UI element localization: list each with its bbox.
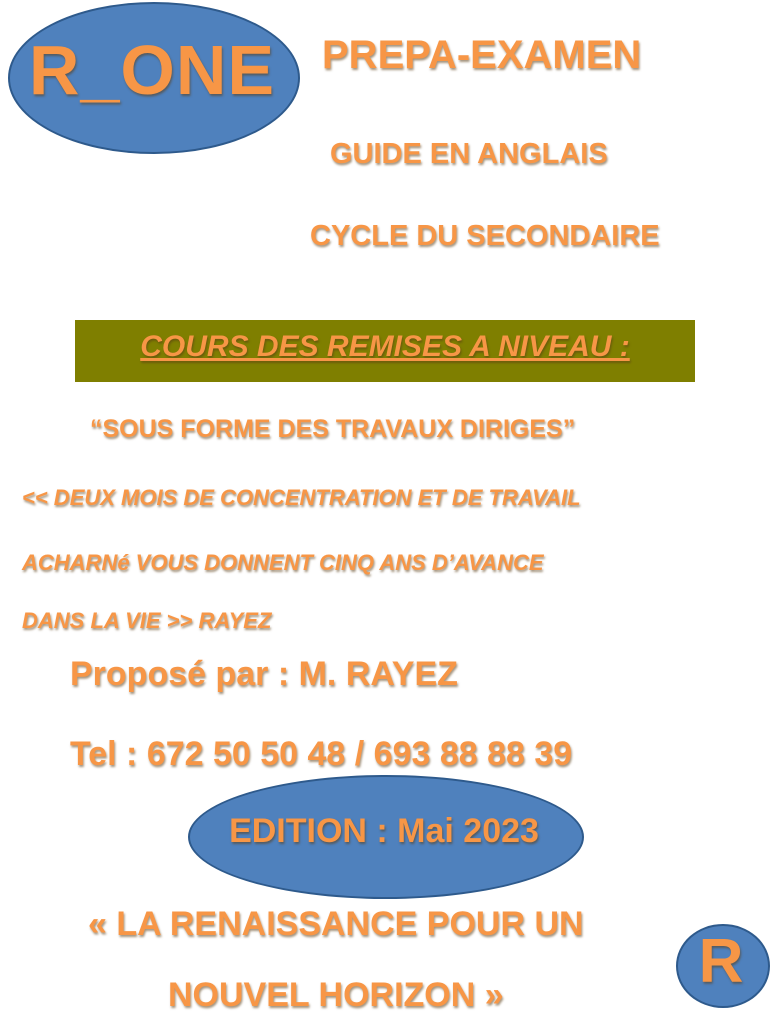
subtitle-cycle: CYCLE DU SECONDAIRE	[310, 220, 660, 252]
course-heading: COURS DES REMISES A NIVEAU :	[140, 330, 630, 363]
telephone: Tel : 672 50 50 48 / 693 88 88 39	[70, 735, 573, 773]
course-form-text: “SOUS FORME DES TRAVAUX DIRIGES”	[90, 415, 576, 443]
page-title: PREPA-EXAMEN	[322, 33, 642, 77]
quote-line-3: DANS LA VIE >> RAYEZ	[22, 608, 272, 633]
r-badge-text: R	[698, 927, 744, 996]
quote-line-1: << DEUX MOIS DE CONCENTRATION ET DE TRAVAIL	[22, 485, 581, 510]
proposed-by: Proposé par : M. RAYEZ	[70, 655, 458, 693]
quote-line-2: ACHARNé VOUS DONNENT CINQ ANS D’AVANCE	[22, 550, 544, 575]
motto-line-2: NOUVEL HORIZON »	[168, 976, 504, 1014]
subtitle-guide: GUIDE EN ANGLAIS	[330, 138, 608, 170]
logo-text: R_ONE	[28, 31, 276, 109]
motto-line-1: « LA RENAISSANCE POUR UN	[88, 905, 584, 943]
edition-text: EDITION : Mai 2023	[229, 812, 539, 850]
